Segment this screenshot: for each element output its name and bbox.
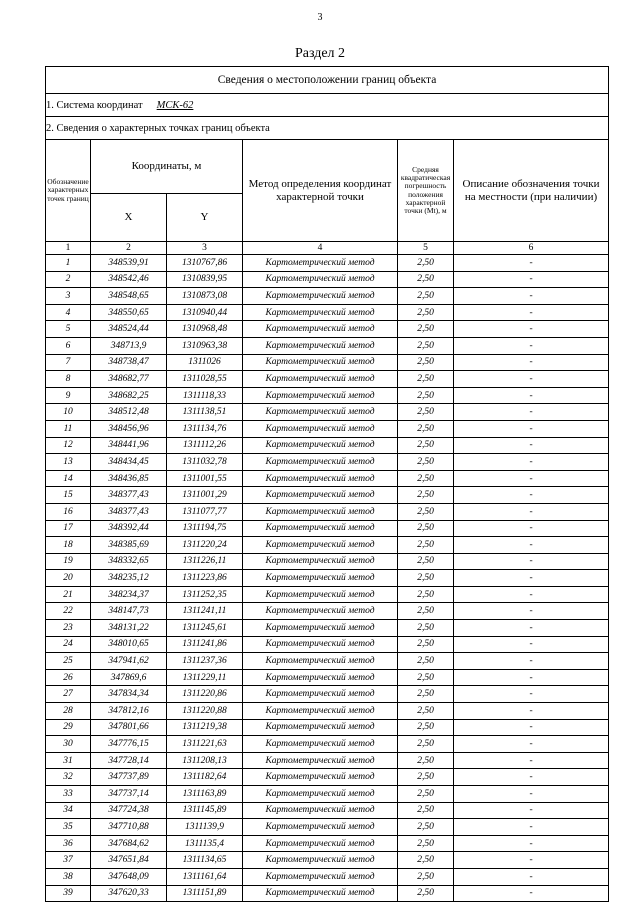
crs-label: 1. Система координат — [46, 99, 143, 111]
coord-x-cell: 347648,09 — [91, 868, 167, 885]
table-row — [46, 437, 609, 454]
coord-y-cell: 1311229,11 — [167, 669, 243, 686]
coord-x-cell: 348385,69 — [91, 537, 167, 554]
accuracy-cell: 2,50 — [398, 669, 454, 686]
header-number: 2 — [91, 242, 167, 255]
coord-y-cell: 1310767,86 — [167, 255, 243, 272]
coord-y-cell: 1311161,64 — [167, 868, 243, 885]
accuracy-cell: 2,50 — [398, 802, 454, 819]
coord-y-cell: 1311032,78 — [167, 454, 243, 471]
coord-x-cell: 347776,15 — [91, 736, 167, 753]
table-row — [46, 553, 609, 570]
coord-y-cell: 1310963,38 — [167, 337, 243, 354]
method-cell: Картометрический метод — [243, 420, 398, 437]
table-row — [46, 570, 609, 587]
point-number-cell: 37 — [46, 852, 91, 869]
points-section-label: 2. Сведения о характерных точках границ объекта — [46, 117, 609, 140]
point-number-cell: 29 — [46, 719, 91, 736]
method-cell: Картометрический метод — [243, 454, 398, 471]
method-cell: Картометрический метод — [243, 620, 398, 637]
point-number-cell: 13 — [46, 454, 91, 471]
accuracy-cell: 2,50 — [398, 470, 454, 487]
point-number-cell: 3 — [46, 288, 91, 305]
table-row — [46, 819, 609, 836]
table-row — [46, 404, 609, 421]
table-title: Сведения о местоположении границ объекта — [46, 67, 609, 94]
coord-x-cell: 348235,12 — [91, 570, 167, 587]
point-number-cell: 4 — [46, 304, 91, 321]
coord-y-cell: 1311151,89 — [167, 885, 243, 902]
coord-y-cell: 1311134,76 — [167, 420, 243, 437]
point-number-cell: 10 — [46, 404, 91, 421]
coord-x-cell: 348441,96 — [91, 437, 167, 454]
point-number-cell: 36 — [46, 835, 91, 852]
table-row — [46, 255, 609, 272]
coord-y-cell: 1311135,4 — [167, 835, 243, 852]
accuracy-cell: 2,50 — [398, 537, 454, 554]
table-row — [46, 354, 609, 371]
accuracy-cell: 2,50 — [398, 304, 454, 321]
coord-x-cell: 348682,77 — [91, 371, 167, 388]
accuracy-cell: 2,50 — [398, 570, 454, 587]
method-cell: Картометрический метод — [243, 835, 398, 852]
table-row — [46, 786, 609, 803]
point-number-cell: 34 — [46, 802, 91, 819]
accuracy-cell: 2,50 — [398, 420, 454, 437]
table-row — [46, 271, 609, 288]
point-number-cell: 20 — [46, 570, 91, 587]
coord-y-cell: 1311194,75 — [167, 520, 243, 537]
coord-x-cell: 347812,16 — [91, 703, 167, 720]
accuracy-cell: 2,50 — [398, 337, 454, 354]
point-number-cell: 9 — [46, 387, 91, 404]
coord-x-cell: 348550,65 — [91, 304, 167, 321]
method-cell: Картометрический метод — [243, 354, 398, 371]
description-cell: - — [454, 337, 609, 354]
description-cell: - — [454, 537, 609, 554]
method-cell: Картометрический метод — [243, 255, 398, 272]
accuracy-cell: 2,50 — [398, 271, 454, 288]
coord-x-cell: 347728,14 — [91, 752, 167, 769]
description-cell: - — [454, 520, 609, 537]
header-number: 1 — [46, 242, 91, 255]
table-row — [46, 752, 609, 769]
method-cell: Картометрический метод — [243, 271, 398, 288]
point-number-cell: 31 — [46, 752, 91, 769]
header-y: Y — [167, 194, 243, 242]
method-cell: Картометрический метод — [243, 786, 398, 803]
coord-y-cell: 1310940,44 — [167, 304, 243, 321]
description-cell: - — [454, 769, 609, 786]
table-row — [46, 337, 609, 354]
coord-y-cell: 1311220,88 — [167, 703, 243, 720]
point-number-cell: 39 — [46, 885, 91, 902]
method-cell: Картометрический метод — [243, 387, 398, 404]
table-row — [46, 686, 609, 703]
table-row — [46, 387, 609, 404]
coord-x-cell: 347684,62 — [91, 835, 167, 852]
coord-x-cell: 348434,45 — [91, 454, 167, 471]
description-cell: - — [454, 288, 609, 305]
point-number-cell: 22 — [46, 603, 91, 620]
table-row — [46, 503, 609, 520]
point-number-cell: 21 — [46, 586, 91, 603]
method-cell: Картометрический метод — [243, 669, 398, 686]
accuracy-cell: 2,50 — [398, 288, 454, 305]
table-row — [46, 420, 609, 437]
coord-x-cell: 347737,89 — [91, 769, 167, 786]
method-cell: Картометрический метод — [243, 653, 398, 670]
method-cell: Картометрический метод — [243, 437, 398, 454]
table-row — [46, 769, 609, 786]
table-row — [46, 586, 609, 603]
accuracy-cell: 2,50 — [398, 520, 454, 537]
table-row — [46, 454, 609, 471]
description-cell: - — [454, 321, 609, 338]
description-cell: - — [454, 636, 609, 653]
description-cell: - — [454, 653, 609, 670]
header-point-designation: Обозначение характерных точек границ — [46, 140, 91, 242]
accuracy-cell: 2,50 — [398, 769, 454, 786]
coord-y-cell: 1311138,51 — [167, 404, 243, 421]
accuracy-cell: 2,50 — [398, 653, 454, 670]
accuracy-cell: 2,50 — [398, 752, 454, 769]
table-row — [46, 304, 609, 321]
coord-y-cell: 1311118,33 — [167, 387, 243, 404]
coord-y-cell: 1311220,86 — [167, 686, 243, 703]
header-description: Описание обозначения точки на местности (при наличии) — [454, 140, 609, 242]
description-cell: - — [454, 868, 609, 885]
accuracy-cell: 2,50 — [398, 371, 454, 388]
description-cell: - — [454, 686, 609, 703]
coord-x-cell: 347651,84 — [91, 852, 167, 869]
method-cell: Картометрический метод — [243, 719, 398, 736]
table-row — [46, 321, 609, 338]
table-row — [46, 288, 609, 305]
description-cell: - — [454, 719, 609, 736]
accuracy-cell: 2,50 — [398, 620, 454, 637]
point-number-cell: 15 — [46, 487, 91, 504]
point-number-cell: 26 — [46, 669, 91, 686]
crs-value: МСК-62 — [156, 99, 194, 111]
coord-x-cell: 348682,25 — [91, 387, 167, 404]
crs-row — [46, 94, 609, 117]
accuracy-cell: 2,50 — [398, 255, 454, 272]
method-cell: Картометрический метод — [243, 553, 398, 570]
point-number-cell: 35 — [46, 819, 91, 836]
method-cell: Картометрический метод — [243, 321, 398, 338]
point-number-cell: 33 — [46, 786, 91, 803]
point-number-cell: 2 — [46, 271, 91, 288]
accuracy-cell: 2,50 — [398, 503, 454, 520]
accuracy-cell: 2,50 — [398, 321, 454, 338]
accuracy-cell: 2,50 — [398, 819, 454, 836]
accuracy-cell: 2,50 — [398, 868, 454, 885]
coord-y-cell: 1311223,86 — [167, 570, 243, 587]
coord-y-cell: 1311219,38 — [167, 719, 243, 736]
point-number-cell: 18 — [46, 537, 91, 554]
table-row — [46, 371, 609, 388]
method-cell: Картометрический метод — [243, 686, 398, 703]
section-title: Раздел 2 — [294, 46, 346, 61]
coord-x-cell: 348234,37 — [91, 586, 167, 603]
point-number-cell: 32 — [46, 769, 91, 786]
table-row — [46, 703, 609, 720]
coord-x-cell: 347801,66 — [91, 719, 167, 736]
description-cell: - — [454, 802, 609, 819]
description-cell: - — [454, 553, 609, 570]
method-cell: Картометрический метод — [243, 636, 398, 653]
header-accuracy: Средняя квадратическая погрешность положения характерной точки (Mt), м — [398, 140, 454, 242]
accuracy-cell: 2,50 — [398, 703, 454, 720]
point-number-cell: 19 — [46, 553, 91, 570]
table-row — [46, 719, 609, 736]
coord-x-cell: 348436,85 — [91, 470, 167, 487]
coord-y-cell: 1311252,35 — [167, 586, 243, 603]
description-cell: - — [454, 255, 609, 272]
coord-y-cell: 1311245,61 — [167, 620, 243, 637]
coord-y-cell: 1311220,24 — [167, 537, 243, 554]
accuracy-cell: 2,50 — [398, 487, 454, 504]
coord-x-cell: 348392,44 — [91, 520, 167, 537]
coord-x-cell: 348377,43 — [91, 503, 167, 520]
description-cell: - — [454, 852, 609, 869]
coord-x-cell: 348738,47 — [91, 354, 167, 371]
header-number: 6 — [454, 242, 609, 255]
table-row — [46, 636, 609, 653]
description-cell: - — [454, 703, 609, 720]
description-cell: - — [454, 752, 609, 769]
method-cell: Картометрический метод — [243, 404, 398, 421]
method-cell: Картометрический метод — [243, 769, 398, 786]
description-cell: - — [454, 885, 609, 902]
coord-x-cell: 347724,38 — [91, 802, 167, 819]
description-cell: - — [454, 835, 609, 852]
coord-y-cell: 1311145,89 — [167, 802, 243, 819]
coord-x-cell: 347620,33 — [91, 885, 167, 902]
method-cell: Картометрический метод — [243, 802, 398, 819]
method-cell: Картометрический метод — [243, 603, 398, 620]
table-row — [46, 852, 609, 869]
point-number-cell: 16 — [46, 503, 91, 520]
coord-x-cell: 347941,62 — [91, 653, 167, 670]
coord-y-cell: 1311077,77 — [167, 503, 243, 520]
page-number: 3 — [317, 12, 323, 23]
coord-y-cell: 1310968,48 — [167, 321, 243, 338]
table-row — [46, 470, 609, 487]
accuracy-cell: 2,50 — [398, 736, 454, 753]
header-x: X — [91, 194, 167, 242]
coord-x-cell: 347834,34 — [91, 686, 167, 703]
accuracy-cell: 2,50 — [398, 835, 454, 852]
description-cell: - — [454, 437, 609, 454]
coord-y-cell: 1311026 — [167, 354, 243, 371]
method-cell: Картометрический метод — [243, 371, 398, 388]
accuracy-cell: 2,50 — [398, 586, 454, 603]
method-cell: Картометрический метод — [243, 819, 398, 836]
coord-y-cell: 1311221,63 — [167, 736, 243, 753]
table-row — [46, 802, 609, 819]
description-cell: - — [454, 736, 609, 753]
accuracy-cell: 2,50 — [398, 852, 454, 869]
coord-y-cell: 1311182,64 — [167, 769, 243, 786]
point-number-cell: 14 — [46, 470, 91, 487]
point-number-cell: 7 — [46, 354, 91, 371]
point-number-cell: 23 — [46, 620, 91, 637]
coord-x-cell: 348456,96 — [91, 420, 167, 437]
point-number-cell: 12 — [46, 437, 91, 454]
description-cell: - — [454, 271, 609, 288]
accuracy-cell: 2,50 — [398, 885, 454, 902]
description-cell: - — [454, 420, 609, 437]
method-cell: Картометрический метод — [243, 752, 398, 769]
coord-y-cell: 1311139,9 — [167, 819, 243, 836]
coord-x-cell: 348548,65 — [91, 288, 167, 305]
coord-y-cell: 1310839,95 — [167, 271, 243, 288]
point-number-cell: 1 — [46, 255, 91, 272]
coord-y-cell: 1311028,55 — [167, 371, 243, 388]
method-cell: Картометрический метод — [243, 503, 398, 520]
table-row — [46, 736, 609, 753]
point-number-cell: 8 — [46, 371, 91, 388]
description-cell: - — [454, 570, 609, 587]
description-cell: - — [454, 586, 609, 603]
description-cell: - — [454, 470, 609, 487]
point-number-cell: 5 — [46, 321, 91, 338]
coord-y-cell: 1311134,65 — [167, 852, 243, 869]
table-row — [46, 653, 609, 670]
coord-y-cell: 1311208,13 — [167, 752, 243, 769]
header-number: 5 — [398, 242, 454, 255]
point-number-cell: 25 — [46, 653, 91, 670]
point-number-cell: 30 — [46, 736, 91, 753]
header-method: Метод определения координат характерной точки — [243, 140, 398, 242]
description-cell: - — [454, 304, 609, 321]
table-row — [46, 620, 609, 637]
accuracy-cell: 2,50 — [398, 404, 454, 421]
point-number-cell: 6 — [46, 337, 91, 354]
method-cell: Картометрический метод — [243, 304, 398, 321]
description-cell: - — [454, 786, 609, 803]
coord-x-cell: 348147,73 — [91, 603, 167, 620]
coord-y-cell: 1311226,11 — [167, 553, 243, 570]
point-number-cell: 24 — [46, 636, 91, 653]
description-cell: - — [454, 669, 609, 686]
coord-x-cell: 348131,22 — [91, 620, 167, 637]
method-cell: Картометрический метод — [243, 586, 398, 603]
coord-x-cell: 348713,9 — [91, 337, 167, 354]
header-number: 4 — [243, 242, 398, 255]
header-number: 3 — [167, 242, 243, 255]
coord-x-cell: 348512,48 — [91, 404, 167, 421]
method-cell: Картометрический метод — [243, 537, 398, 554]
point-number-cell: 17 — [46, 520, 91, 537]
coord-x-cell: 348377,43 — [91, 487, 167, 504]
description-cell: - — [454, 620, 609, 637]
description-cell: - — [454, 354, 609, 371]
accuracy-cell: 2,50 — [398, 354, 454, 371]
method-cell: Картометрический метод — [243, 487, 398, 504]
header-coordinates: Координаты, м — [91, 140, 243, 194]
point-number-cell: 38 — [46, 868, 91, 885]
point-number-cell: 11 — [46, 420, 91, 437]
table-row — [46, 868, 609, 885]
table-row — [46, 669, 609, 686]
description-cell: - — [454, 387, 609, 404]
coord-x-cell: 348524,44 — [91, 321, 167, 338]
method-cell: Картометрический метод — [243, 570, 398, 587]
accuracy-cell: 2,50 — [398, 603, 454, 620]
point-number-cell: 27 — [46, 686, 91, 703]
coord-x-cell: 347710,88 — [91, 819, 167, 836]
method-cell: Картометрический метод — [243, 885, 398, 902]
accuracy-cell: 2,50 — [398, 786, 454, 803]
coord-x-cell: 348010,65 — [91, 636, 167, 653]
method-cell: Картометрический метод — [243, 288, 398, 305]
table-row — [46, 885, 609, 902]
accuracy-cell: 2,50 — [398, 437, 454, 454]
accuracy-cell: 2,50 — [398, 454, 454, 471]
description-cell: - — [454, 371, 609, 388]
description-cell: - — [454, 487, 609, 504]
boundary-table — [45, 66, 609, 902]
coord-y-cell: 1311112,26 — [167, 437, 243, 454]
description-cell: - — [454, 819, 609, 836]
accuracy-cell: 2,50 — [398, 719, 454, 736]
coord-x-cell: 348332,65 — [91, 553, 167, 570]
point-number-cell: 28 — [46, 703, 91, 720]
table-row — [46, 835, 609, 852]
coord-y-cell: 1311241,86 — [167, 636, 243, 653]
method-cell: Картометрический метод — [243, 852, 398, 869]
method-cell: Картометрический метод — [243, 337, 398, 354]
accuracy-cell: 2,50 — [398, 553, 454, 570]
table-row — [46, 603, 609, 620]
coord-y-cell: 1311001,55 — [167, 470, 243, 487]
table-row — [46, 487, 609, 504]
coord-x-cell: 348539,91 — [91, 255, 167, 272]
coord-y-cell: 1311001,29 — [167, 487, 243, 504]
accuracy-cell: 2,50 — [398, 686, 454, 703]
accuracy-cell: 2,50 — [398, 387, 454, 404]
accuracy-cell: 2,50 — [398, 636, 454, 653]
method-cell: Картометрический метод — [243, 703, 398, 720]
description-cell: - — [454, 603, 609, 620]
coord-y-cell: 1311241,11 — [167, 603, 243, 620]
description-cell: - — [454, 503, 609, 520]
method-cell: Картометрический метод — [243, 470, 398, 487]
method-cell: Картометрический метод — [243, 868, 398, 885]
method-cell: Картометрический метод — [243, 736, 398, 753]
coord-x-cell: 347737,14 — [91, 786, 167, 803]
coord-y-cell: 1311237,36 — [167, 653, 243, 670]
coord-x-cell: 347869,6 — [91, 669, 167, 686]
coord-x-cell: 348542,46 — [91, 271, 167, 288]
coord-y-cell: 1311163,89 — [167, 786, 243, 803]
coord-y-cell: 1310873,08 — [167, 288, 243, 305]
description-cell: - — [454, 404, 609, 421]
description-cell: - — [454, 454, 609, 471]
method-cell: Картометрический метод — [243, 520, 398, 537]
table-row — [46, 537, 609, 554]
table-row — [46, 520, 609, 537]
